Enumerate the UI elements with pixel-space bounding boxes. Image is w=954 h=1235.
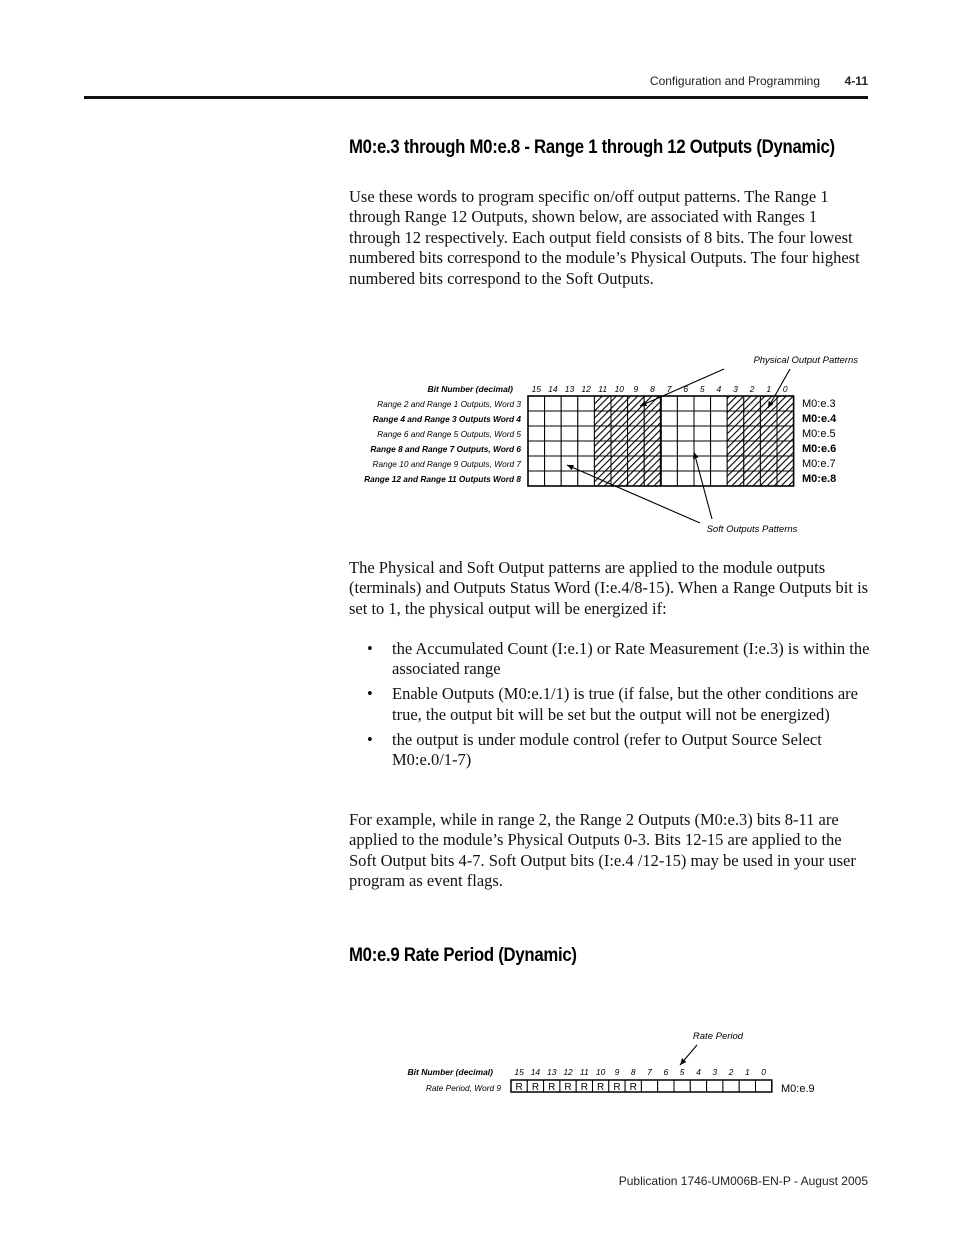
bit-cell xyxy=(644,411,661,426)
section-heading-range-outputs: M0:e.3 through M0:e.8 - Range 1 through 12 Outputs (Dynamic) xyxy=(349,137,835,158)
physical-soft-paragraph: The Physical and Soft Output patterns are applied to the module outputs (terminals) and Outputs Status Word (I:e.4/8-15). When a Range Outputs bit is set to 1, the physical output will be energized if: xyxy=(349,558,869,618)
bit-cell xyxy=(711,411,728,426)
header-rule xyxy=(84,96,868,99)
bit-cell xyxy=(578,456,595,471)
bit-cell xyxy=(528,471,545,486)
row-address-label: M0:e.9 xyxy=(781,1083,815,1095)
bit-cell xyxy=(727,456,744,471)
bit-number-label: 12 xyxy=(563,1067,573,1077)
bit-number-label: 6 xyxy=(663,1067,669,1077)
bit-number-label: 1 xyxy=(766,384,772,394)
bit-cell xyxy=(528,411,545,426)
grid-row-label: Range 8 and Range 7 Outputs, Word 6 xyxy=(370,444,521,454)
bit-cell xyxy=(578,426,595,441)
bit-number-label: 11 xyxy=(598,384,608,394)
bit-cell xyxy=(641,1080,657,1092)
intro-paragraph: Use these words to program specific on/off output patterns. The Range 1 through Range 12 Outputs, shown below, are associated with Ranges 1 through 12 respectively. Each output field consists of 8 bits. The four lowest numbered bits correspond to the module’s Physical Outputs. The four highest numbered bits correspond to the Soft Outputs. xyxy=(349,187,860,288)
bit-number-label: 2 xyxy=(728,1067,734,1077)
list-item xyxy=(367,639,871,680)
bit-cell-value: R xyxy=(515,1082,523,1093)
row-address-label: M0:e.8 xyxy=(802,473,837,485)
bit-cell xyxy=(561,396,578,411)
bit-cell xyxy=(760,426,777,441)
bit-cell xyxy=(777,456,794,471)
bit-cell xyxy=(727,471,744,486)
bit-cell xyxy=(628,396,645,411)
bit-cell xyxy=(711,426,728,441)
bit-cell xyxy=(677,441,694,456)
bit-cell xyxy=(760,411,777,426)
bit-cell xyxy=(744,471,761,486)
bit-cell xyxy=(545,471,562,486)
header-section-title: Configuration and Programming xyxy=(649,74,820,88)
bit-cell xyxy=(628,426,645,441)
bit-cell xyxy=(661,426,678,441)
bit-cell xyxy=(594,411,611,426)
bit-cell xyxy=(661,456,678,471)
bit-cell xyxy=(661,411,678,426)
bit-number-label: 8 xyxy=(630,1067,636,1077)
running-header xyxy=(560,74,868,92)
bit-cell xyxy=(545,426,562,441)
bit-cell xyxy=(711,456,728,471)
page-number: 4-11 xyxy=(844,74,868,88)
bit-cell xyxy=(694,456,711,471)
bit-cell xyxy=(611,426,628,441)
bit-cell xyxy=(594,441,611,456)
bit-cell xyxy=(528,456,545,471)
bit-cell xyxy=(694,426,711,441)
example-paragraph: For example, while in range 2, the Range 2 Outputs (M0:e.3) bits 8-11 are applied to the module’s Physical Outputs 0-3. Bits 12-15 are applied to the Soft Output bits 4-7. Soft Output bits (I:e.4 /12-15) may be used in your user program as event flags. xyxy=(349,810,856,891)
bit-cell xyxy=(777,471,794,486)
bit-cell xyxy=(694,396,711,411)
bit-cell xyxy=(744,411,761,426)
bit-cell xyxy=(777,396,794,411)
bit-number-label: 9 xyxy=(614,1067,620,1077)
bit-cell xyxy=(528,441,545,456)
bit-cell xyxy=(739,1080,755,1092)
bit-cell xyxy=(744,456,761,471)
bit-number-label: 9 xyxy=(633,384,639,394)
bit-cell xyxy=(744,426,761,441)
bit-cell xyxy=(561,426,578,441)
row-address-label: M0:e.6 xyxy=(802,443,837,455)
bit-cell xyxy=(628,441,645,456)
bit-cell xyxy=(677,396,694,411)
bit-number-label: 6 xyxy=(683,384,689,394)
grid-row-label: Range 2 and Range 1 Outputs, Word 3 xyxy=(377,399,521,409)
bit-cell xyxy=(727,396,744,411)
bit-cell xyxy=(711,396,728,411)
list-item-text: the Accumulated Count (I:e.1) or Rate Measurement (I:e.3) is within the associated range xyxy=(392,639,870,679)
publication-footer: Publication 1746-UM006B-EN-P - August 2005 xyxy=(618,1174,868,1188)
list-item-text: the output is under module control (refer to Output Source Select M0:e.0/1-7) xyxy=(392,729,822,770)
bit-cell xyxy=(528,426,545,441)
bit-cell xyxy=(677,456,694,471)
row-address-label: M0:e.4 xyxy=(802,413,837,425)
bit-cell xyxy=(756,1080,772,1092)
bit-number-label: 13 xyxy=(547,1067,557,1077)
row-address-label: M0:e.3 xyxy=(802,398,836,410)
grid-row-label: Range 12 and Range 11 Outputs Word 8 xyxy=(364,474,521,484)
bullet-symbol: • xyxy=(367,639,373,658)
section-heading-rate-period: M0:e.9 Rate Period (Dynamic) xyxy=(349,945,577,966)
bit-cell xyxy=(561,441,578,456)
bit-cell xyxy=(661,441,678,456)
bit-cell xyxy=(528,396,545,411)
bit-cell xyxy=(760,471,777,486)
bit-cell xyxy=(611,471,628,486)
bit-cell xyxy=(677,426,694,441)
bit-cell xyxy=(644,471,661,486)
bit-number-label: 2 xyxy=(749,384,755,394)
bit-cell xyxy=(578,411,595,426)
list-item-text: Enable Outputs (M0:e.1/1) is true (if false, but the other conditions are true, the output bit will be set but the output will not be energized) xyxy=(392,684,859,724)
bit-number-label: 10 xyxy=(614,384,625,394)
list-item xyxy=(367,730,871,771)
row-address-label: M0:e.5 xyxy=(802,428,836,440)
row-address-label: M0:e.7 xyxy=(802,458,836,470)
bullet-symbol: • xyxy=(367,684,373,704)
bit-number-label: 13 xyxy=(564,384,575,394)
rate-period-figure xyxy=(0,1020,954,1110)
bit-cell xyxy=(658,1080,674,1092)
bit-cell xyxy=(611,396,628,411)
bit-number-label: 3 xyxy=(712,1067,718,1077)
bit-cell-value: R xyxy=(629,1082,637,1093)
bit-cell xyxy=(744,441,761,456)
bit-number-header-label: Bit Number (decimal) xyxy=(407,1067,493,1077)
bit-number-label: 5 xyxy=(699,384,705,394)
bit-cell xyxy=(690,1080,706,1092)
bit-number-label: 7 xyxy=(647,1067,652,1077)
bit-cell xyxy=(561,471,578,486)
bit-cell-value: R xyxy=(597,1082,605,1093)
bit-cell xyxy=(694,441,711,456)
bit-cell xyxy=(727,441,744,456)
bit-number-label: 0 xyxy=(782,384,788,394)
grid-row-label: Range 6 and Range 5 Outputs, Word 5 xyxy=(377,429,521,439)
bit-cell xyxy=(611,456,628,471)
bit-cell xyxy=(594,456,611,471)
bit-cell xyxy=(711,441,728,456)
bit-cell xyxy=(628,471,645,486)
energize-conditions-list xyxy=(367,639,871,775)
bit-cell xyxy=(744,396,761,411)
bit-cell xyxy=(661,471,678,486)
bit-cell-value: R xyxy=(564,1082,572,1093)
bit-cell xyxy=(561,411,578,426)
bit-cell xyxy=(578,441,595,456)
range-outputs-figure xyxy=(0,340,954,550)
bit-cell xyxy=(644,456,661,471)
bit-cell xyxy=(594,426,611,441)
bit-cell xyxy=(594,396,611,411)
bit-cell xyxy=(611,411,628,426)
bullet-symbol: • xyxy=(367,729,373,749)
bit-cell xyxy=(727,411,744,426)
bit-number-label: 12 xyxy=(581,384,591,394)
bit-cell xyxy=(760,441,777,456)
bit-cell xyxy=(545,441,562,456)
callout-physical-output-patterns: Physical Output Patterns xyxy=(753,355,858,366)
bit-cell xyxy=(611,441,628,456)
bit-cell xyxy=(677,411,694,426)
bit-number-label: 8 xyxy=(650,384,655,394)
bit-cell xyxy=(545,456,562,471)
bit-number-label: 3 xyxy=(733,384,738,394)
bit-cell xyxy=(711,471,728,486)
bit-cell xyxy=(545,396,562,411)
bit-cell xyxy=(677,471,694,486)
bit-cell xyxy=(545,411,562,426)
bit-cell xyxy=(644,441,661,456)
list-item xyxy=(367,684,871,725)
bit-number-header-label: Bit Number (decimal) xyxy=(427,384,513,394)
bit-cell-value: R xyxy=(531,1082,540,1093)
bit-number-label: 1 xyxy=(744,1067,750,1077)
bit-cell xyxy=(674,1080,690,1092)
bit-cell xyxy=(644,426,661,441)
bit-number-label: 0 xyxy=(761,1067,767,1077)
bit-cell xyxy=(628,411,645,426)
bit-cell xyxy=(661,396,678,411)
callout-rate-period: Rate Period xyxy=(692,1031,744,1042)
bit-cell-value: R xyxy=(580,1082,588,1093)
bit-cell xyxy=(707,1080,723,1092)
bit-number-label: 5 xyxy=(679,1067,685,1077)
bit-number-label: 4 xyxy=(716,384,722,394)
bit-cell xyxy=(760,456,777,471)
bit-cell xyxy=(777,441,794,456)
bit-cell xyxy=(777,426,794,441)
bit-number-label: 10 xyxy=(595,1067,606,1077)
grid-row-label: Range 4 and Range 3 Outputs Word 4 xyxy=(372,414,521,424)
bit-cell xyxy=(628,456,645,471)
bit-number-label: 14 xyxy=(548,384,558,394)
callout-soft-outputs-patterns: Soft Outputs Patterns xyxy=(706,524,798,535)
grid-row-label: Rate Period, Word 9 xyxy=(425,1083,501,1093)
bit-number-label: 7 xyxy=(666,384,672,394)
bit-cell-value: R xyxy=(548,1082,556,1093)
bit-cell xyxy=(727,426,744,441)
bit-number-label: 11 xyxy=(579,1067,589,1077)
grid-row-label: Range 10 and Range 9 Outputs, Word 7 xyxy=(372,459,521,469)
bit-number-label: 15 xyxy=(531,384,542,394)
bit-cell xyxy=(723,1080,739,1092)
bit-cell xyxy=(694,411,711,426)
bit-number-label: 15 xyxy=(514,1067,524,1077)
bit-number-label: 4 xyxy=(696,1067,701,1077)
bit-cell xyxy=(777,411,794,426)
bit-cell xyxy=(578,396,595,411)
bit-number-label: 14 xyxy=(530,1067,541,1077)
bit-cell-value: R xyxy=(613,1082,621,1093)
